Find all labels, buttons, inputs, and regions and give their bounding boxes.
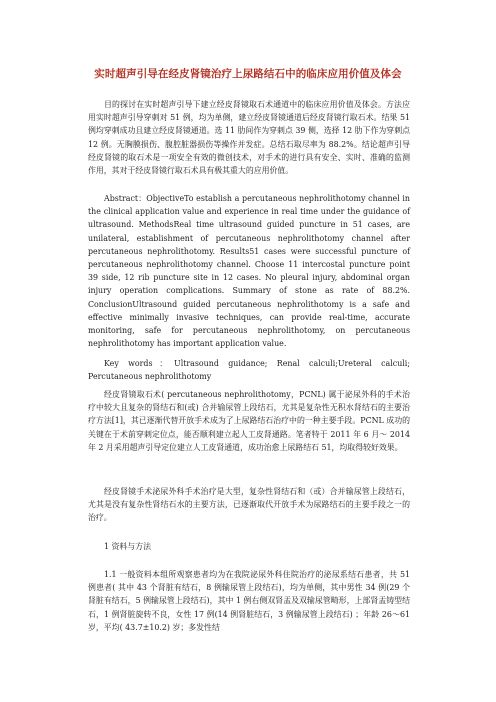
section-heading-materials-methods: 1 资料与方法 (104, 542, 151, 551)
intro-paragraph-1: 经皮肾镜取石术( percutaneous nephrolithotomy，PCNL) 属于泌尿外科的手术治疗中较大且复杂的肾结石和(或) 合并输尿管上段结石，尤其是复杂性无积水肾结石的主要治疗方法[1]，其已逐渐代替开放手术成为了上尿路结石治疗中的一种主要手段。PCNL 成功的关键在于术前穿刺定位点，能否顺利建立起人工皮肾通路。笔者特于 2011 年 6 月～ 2014 年 2 月采用超声引导定位建立人工皮肾通道，成功治愈上尿路结石 51，均取得较好效果。 (88, 390, 410, 452)
keywords: Key words：Ultrasound guidance; Renal calculi;Ureteral calculi; Percutaneous nephrolithotomy (88, 359, 410, 382)
subsection-general-data: 1.1 一般资料本组所观察患者均为在我院泌尿外科住院治疗的泌尿系结石患者，共 51 例患者( 其中 43 个肾脏有结石，8 例输尿管上段结石)，均为单侧，其中男性 34 例(29 个肾脏有结石，5 例输尿管上段结石)，其中 1 例右侧双肾盂及双输尿管畸形，上部肾盂铸型结石，1 例肾脏旋转不良，女性 17 例(14 例肾脏结石，3 例输尿管上段结石) ；年龄 26～61 岁，平均( 43.7±10.2) 岁；多发性结 (88, 570, 410, 632)
paper-title: 实时超声引导在经皮肾镜治疗上尿路结石中的临床应用价值及体会 (94, 68, 402, 80)
intro-paragraph-2: 经皮肾镜手术泌尿外科手术治疗是大型，复杂性肾结石和（或）合并输尿管上段结石，尤其是没有复杂性肾结石水的主要方法，已逐渐取代开放手术为尿路结石的主要手段之一的治疗。 (88, 487, 410, 523)
abstract-english: Abstract：ObjectiveTo establish a percutaneous nephrolithotomy channel in the clinical application value and experience in real time under the guidance of ultrasound. MethodsReal time ultrasound guided puncture in 51 cases, are unilateral, establishment of percutaneous nephrolithotomy channel after percutaneous nephrolithotomy. Results51 cases were successful puncture of percutaneous nephrolithotomy channel. Choose 11 intercostal puncture point 39 side, 12 rib puncture site in 12 cases. No pleural injury, abdominal organ injury operation complications. Summary of stone as rate of 88.2%. ConclusionUltrasound guided percutaneous nephrolithotomy is a safe and effective minimally invasive techniques, can provide real-time, accurate monitoring, safe for percutaneous nephrolithotomy, on percutaneous nephrolithotomy has important application value. (88, 194, 410, 349)
abstract-chinese: 目的探讨在实时超声引导下建立经皮肾镜取石术通道中的临床应用价值及体会。方法应用实时超声引导穿刺对 51 例，均为单侧，建立经皮肾镜通道后经皮肾镜行取石术。结果 51 例均穿刺成功且建立经皮肾镜通道。选 11 肋间作为穿刺点 39 侧，选择 12 肋下作为穿刺点 12 例。无胸膜损伤、腹腔脏器损伤等操作并发症。总结石取尽率为 88.2%。结论超声引导经皮肾镜的取石术是一项安全有效的微创技术，对手术的进行具有安全、实时、准确的监测作用，其对于经皮肾镜行取石术具有极其重大的应用价值。 (88, 100, 410, 176)
